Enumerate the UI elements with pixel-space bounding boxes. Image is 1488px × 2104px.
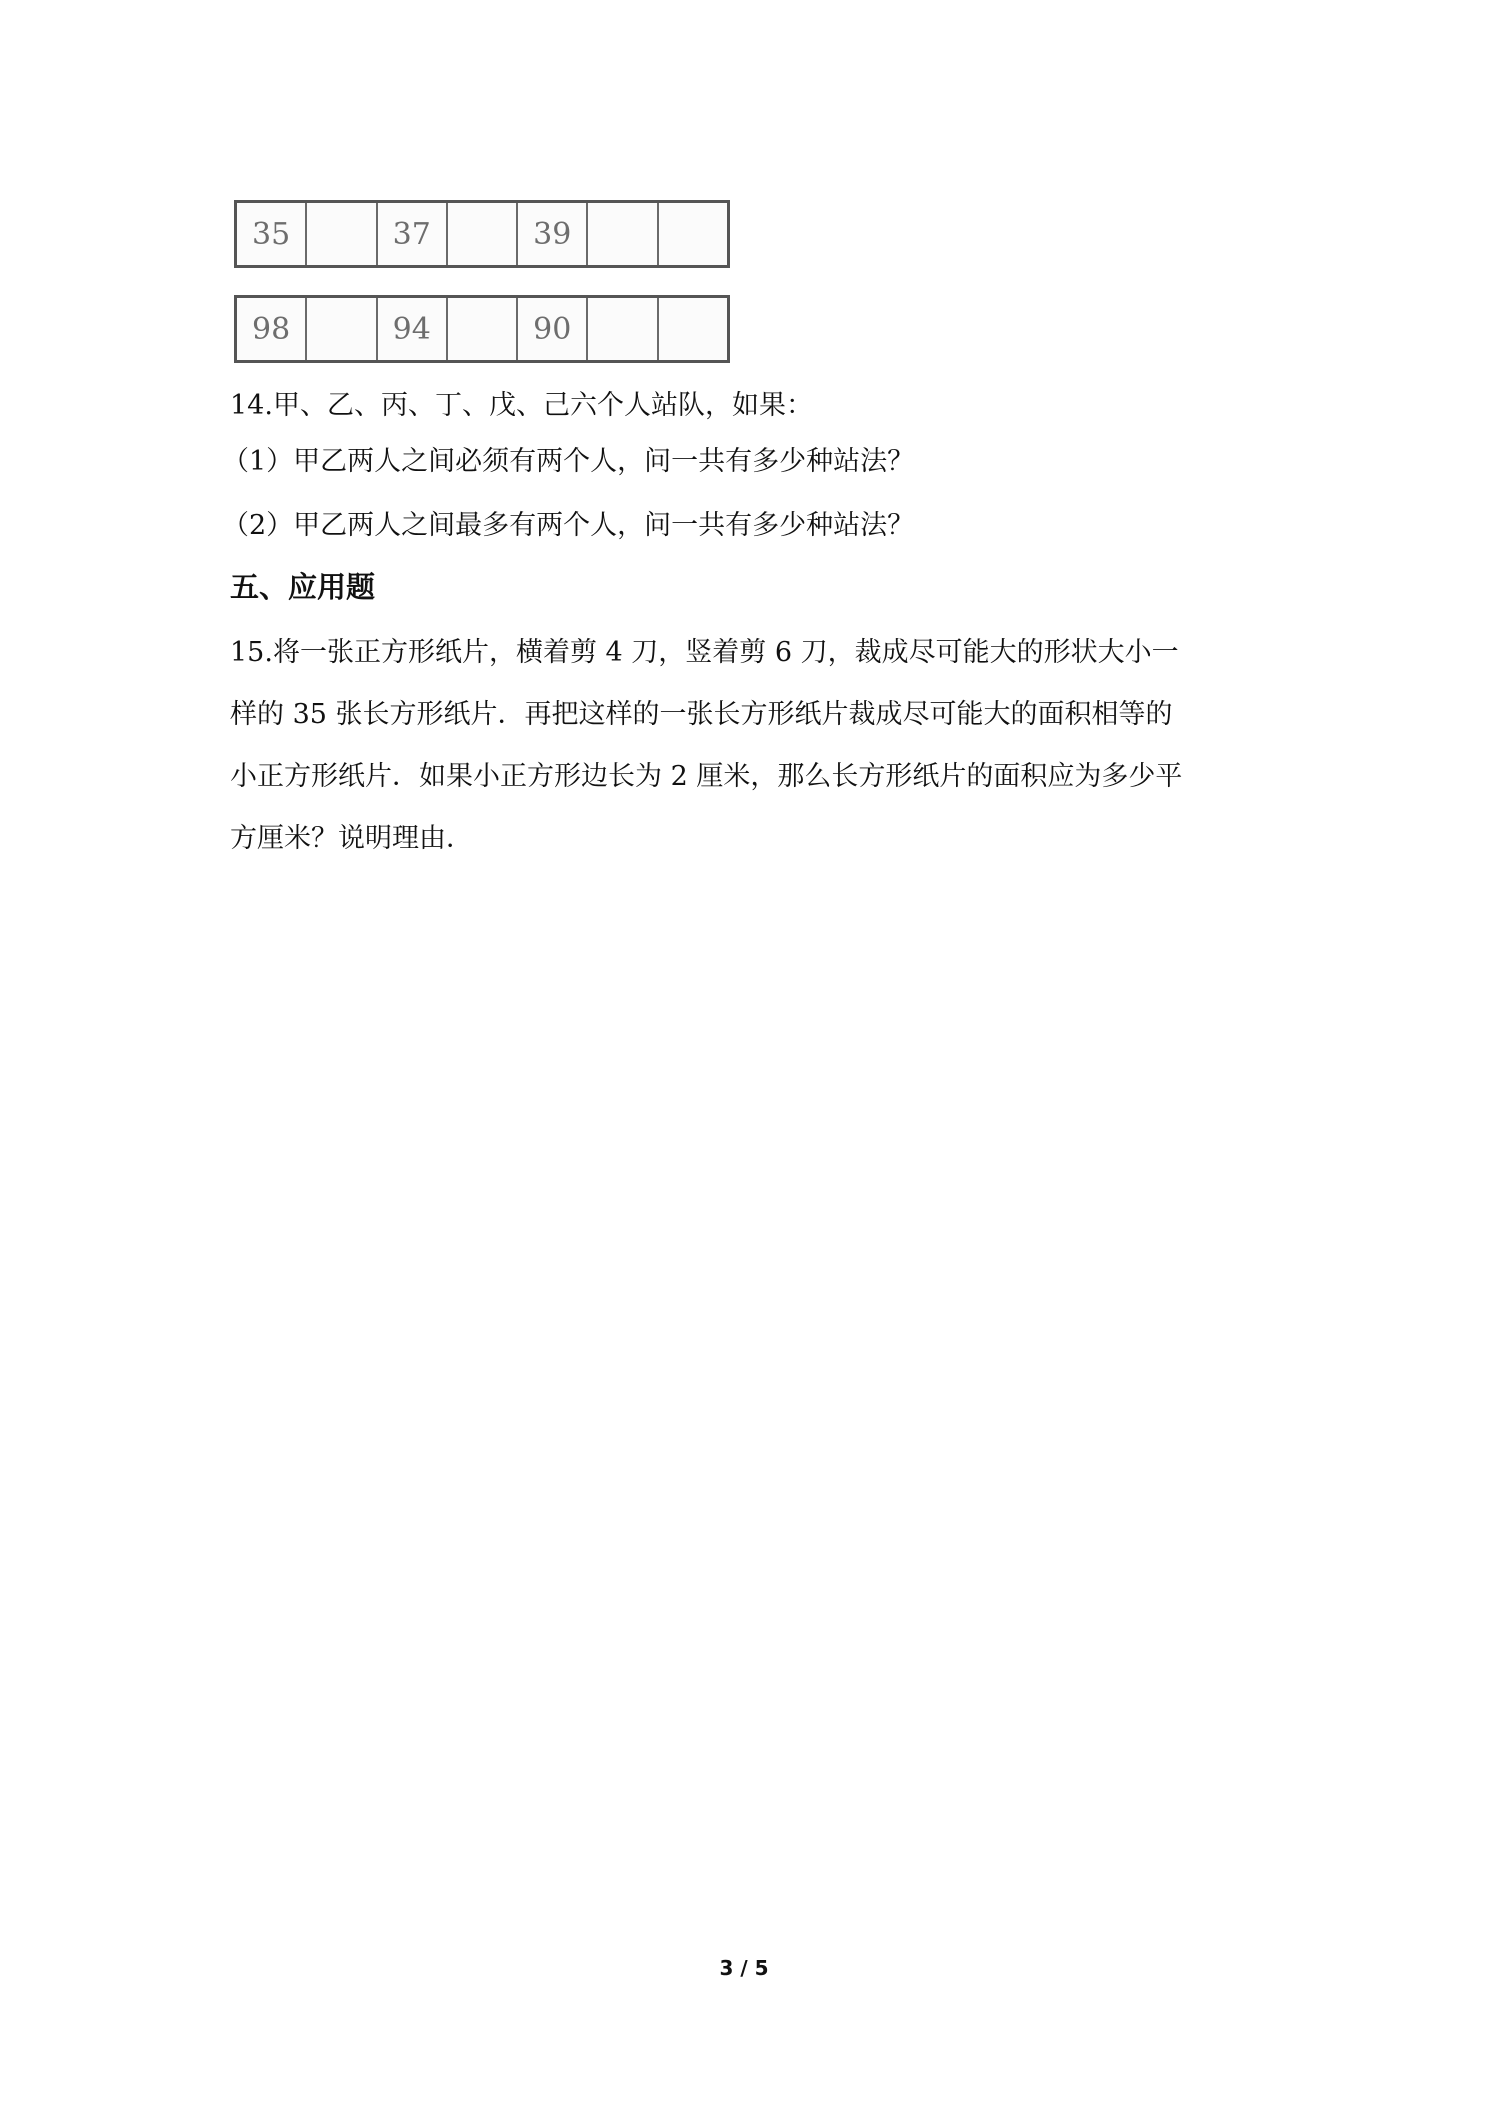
sequence-cell: 39 xyxy=(518,203,588,265)
question-15-line: 样的 35 张长方形纸片．再把这样的一张长方形纸片裁成尽可能大的面积相等的 xyxy=(230,699,1173,730)
question-14-stem: 14.甲、乙、丙、丁、戊、己六个人站队，如果： xyxy=(230,390,813,421)
sequence-cell-blank xyxy=(448,298,518,360)
sequence-cell: 98 xyxy=(237,298,307,360)
sequence-cell-blank xyxy=(307,203,377,265)
sequence-cell: 90 xyxy=(518,298,588,360)
sequence-cell: 94 xyxy=(378,298,448,360)
sequence-cell-blank xyxy=(448,203,518,265)
sequence-cell: 37 xyxy=(378,203,448,265)
page-number: 3 / 5 xyxy=(719,1956,769,1980)
sequence-cell-blank xyxy=(588,298,658,360)
question-15-line: 小正方形纸片．如果小正方形边长为 2 厘米，那么长方形纸片的面积应为多少平 xyxy=(230,761,1183,792)
question-15 xyxy=(230,622,1270,870)
sequence-cell-blank xyxy=(659,203,727,265)
sequence-cell-blank xyxy=(307,298,377,360)
question-15-line: 方厘米？说明理由． xyxy=(230,823,473,854)
section-heading: 五、应用题 xyxy=(230,570,376,604)
number-sequence-table-1 xyxy=(234,200,730,268)
sequence-cell: 35 xyxy=(237,203,307,265)
question-14-part-1: （1）甲乙两人之间必须有两个人，问一共有多少种站法？ xyxy=(222,446,915,477)
number-sequence-table-2 xyxy=(234,295,730,363)
question-14-part-2: （2）甲乙两人之间最多有两个人，问一共有多少种站法？ xyxy=(222,510,915,541)
question-15-line: 15.将一张正方形纸片，横着剪 4 刀，竖着剪 6 刀，裁成尽可能大的形状大小一 xyxy=(230,637,1179,668)
sequence-cell-blank xyxy=(588,203,658,265)
sequence-cell-blank xyxy=(659,298,727,360)
